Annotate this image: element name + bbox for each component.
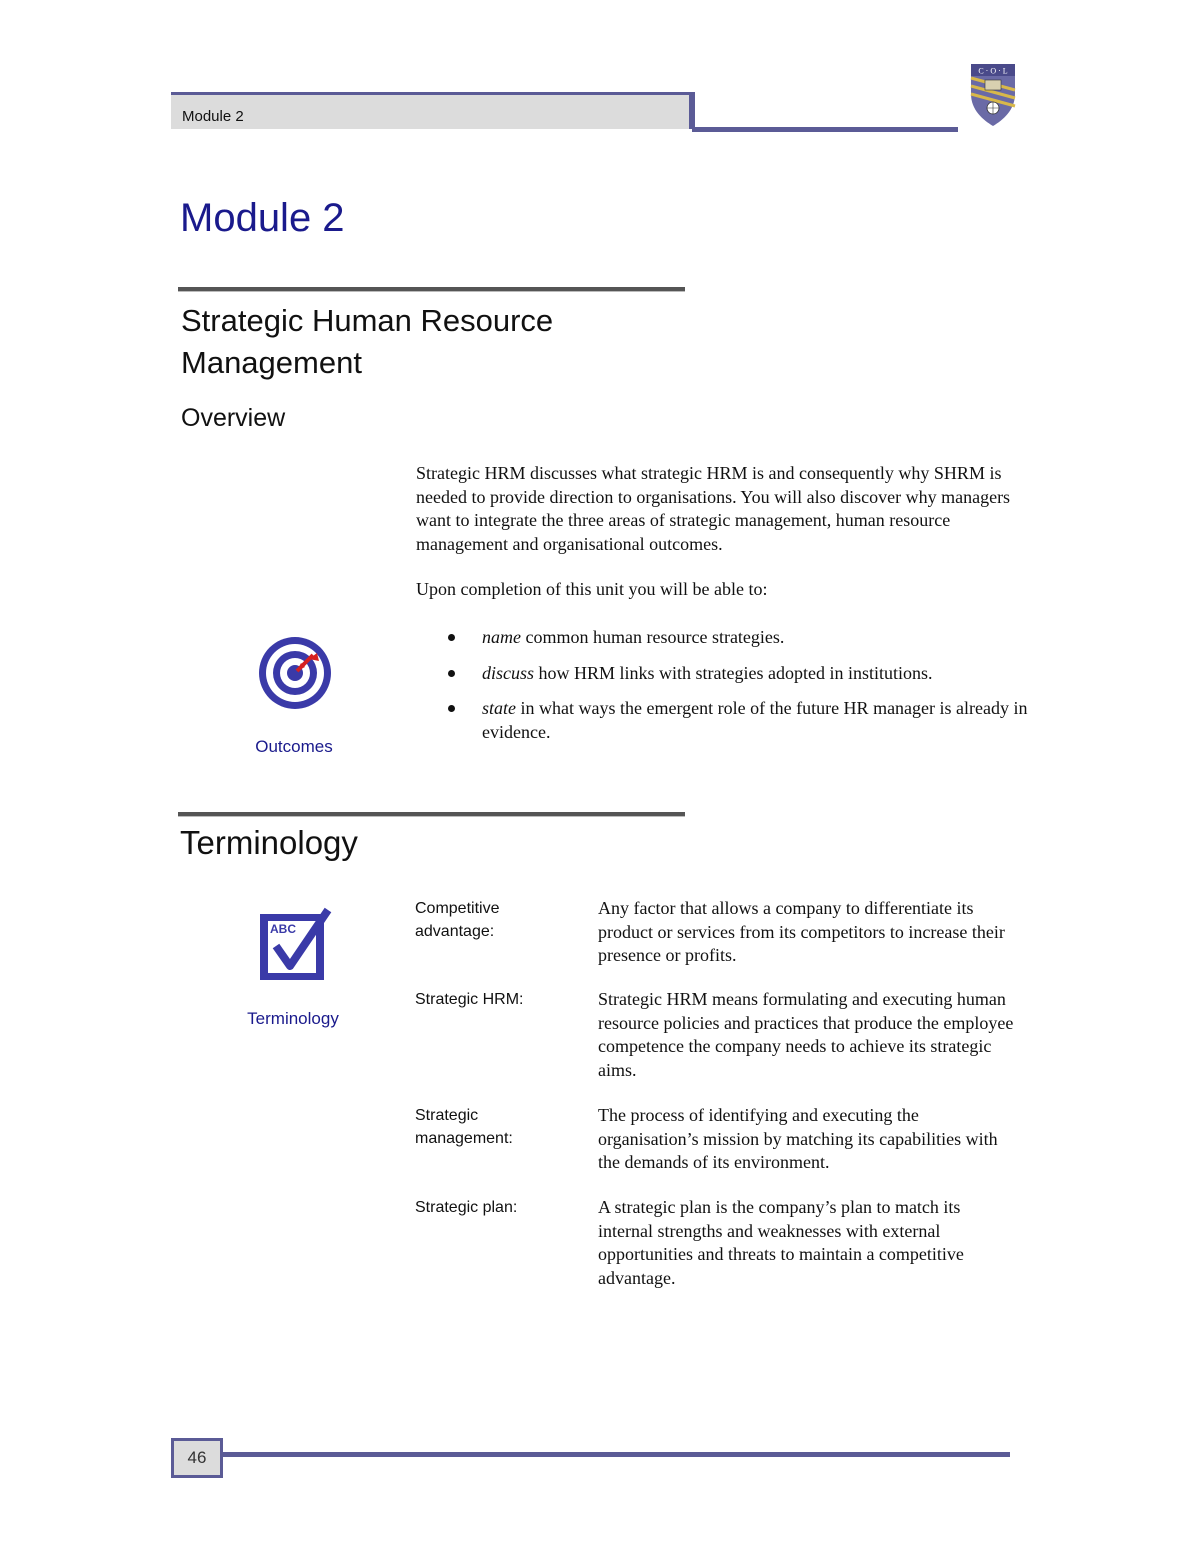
outcomes-caption: Outcomes — [255, 737, 333, 756]
module-title: Module 2 — [180, 196, 345, 240]
term-label: Strategic management: — [415, 1107, 513, 1147]
bullet-icon — [448, 670, 455, 677]
term-definition: A strategic plan is the company’s plan to match its internal strengths and weaknesses with external opportunities and threats to maintain a competitive advantage. — [598, 1197, 964, 1288]
outcome-text: in what ways the emergent role of the future HR manager is already in evidence. — [482, 698, 1028, 742]
page-number: 46 — [171, 1438, 223, 1478]
abc-checkbox-icon — [256, 906, 334, 984]
outcomes-list — [448, 626, 1028, 756]
terminology-heading: Terminology — [180, 824, 358, 861]
header-tab — [171, 92, 695, 129]
footer-rule — [222, 1452, 1010, 1457]
overview-heading: Overview — [181, 404, 286, 432]
svg-text:C · O · L: C · O · L — [978, 66, 1008, 76]
term-definition: The process of identifying and executing the organisation’s mission by matching its capabilities with the demands of its environment. — [598, 1105, 998, 1172]
target-icon — [257, 633, 335, 711]
outcome-text: common human resource strategies. — [521, 627, 785, 647]
term-label: Competitive advantage: — [415, 900, 500, 940]
list-item — [448, 697, 1028, 744]
term-label: Strategic plan: — [415, 1199, 518, 1216]
overview-intro: Strategic HRM discusses what strategic HRM is and consequently why SHRM is needed to provide direction to organisations. You will also discover why managers want to integrate the three areas of strategic management, human resource management and organisational outcomes. — [416, 463, 1011, 554]
outcome-verb: state — [482, 698, 516, 718]
col-crest-logo — [965, 60, 1021, 128]
section-title: Strategic Human Resource Management — [181, 303, 554, 380]
section-rule-terminology — [178, 812, 685, 817]
section-rule-top — [178, 287, 685, 292]
outcome-verb: discuss — [482, 662, 535, 683]
abc-icon-text: ABC — [270, 922, 296, 936]
outcomes-lead-in: Upon completion of this unit you will be able to: — [416, 579, 768, 599]
outcome-verb: name — [482, 627, 521, 647]
outcome-text: how HRM links with strategies adopted in institutions. — [534, 662, 933, 683]
header-rule — [692, 127, 958, 132]
running-header: Module 2 — [182, 108, 244, 125]
term-definition: Any factor that allows a company to differentiate its product or services from its competitors to increase their presence or profits. — [598, 898, 1005, 965]
bullet-icon — [448, 634, 455, 641]
term-definition: Strategic HRM means formulating and executing human resource policies and practices that produce the employee competence the company needs to achieve its strategic aims. — [598, 989, 1014, 1080]
list-item — [448, 662, 1028, 686]
bullet-icon — [448, 705, 455, 712]
terminology-caption: Terminology — [247, 1009, 339, 1028]
term-label: Strategic HRM: — [415, 991, 524, 1008]
list-item — [448, 626, 1028, 650]
